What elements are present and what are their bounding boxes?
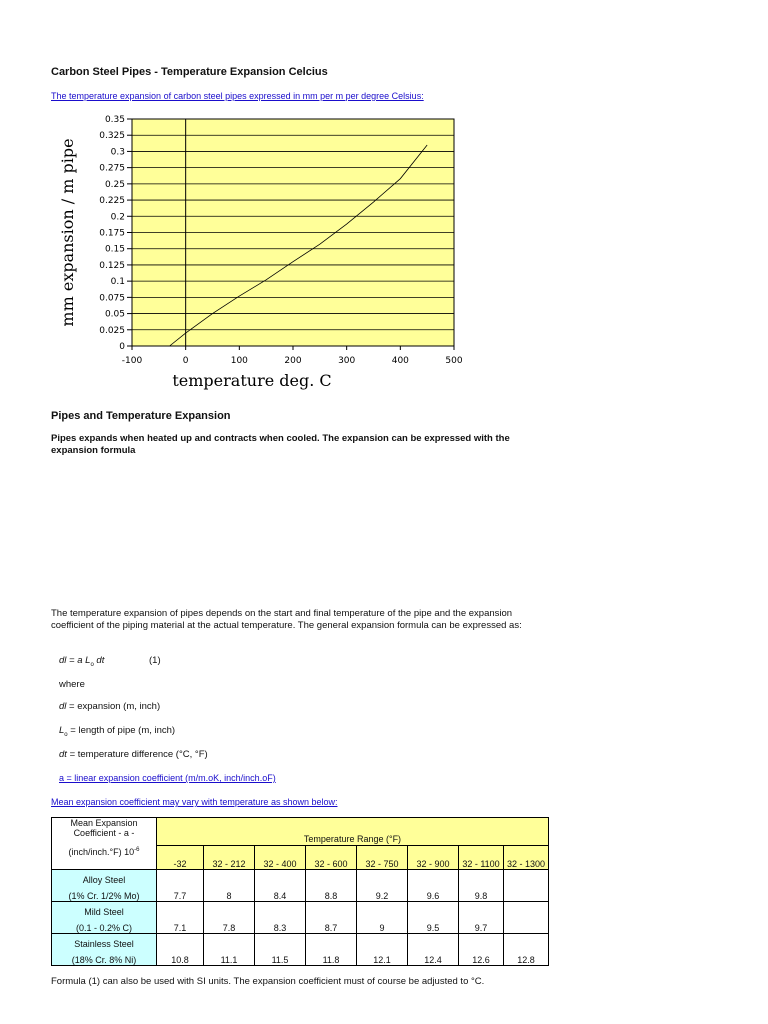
table-row [52, 870, 549, 902]
x-tick-label: 200 [284, 356, 302, 366]
def-dt [59, 749, 208, 760]
coefficient-cell: 9.6 [408, 870, 459, 902]
y-tick-label: 0.275 [99, 163, 125, 174]
material-name-cell [52, 902, 157, 934]
corner-unit: (inch/inch.°F) 10 [68, 847, 135, 857]
corner-line-3 [54, 847, 154, 857]
coefficient-cell: 11.1 [204, 934, 255, 966]
formula [59, 655, 104, 668]
y-tick-label: 0.175 [99, 228, 125, 239]
coefficient-cell: 8.4 [255, 870, 306, 902]
x-tick-label: 400 [391, 356, 409, 366]
def-sub: o [64, 731, 68, 738]
expansion-chart [50, 108, 470, 393]
range-cell: 32 - 400 [255, 846, 306, 870]
range-cell: 32 - 600 [306, 846, 357, 870]
expansion-coefficient-table [51, 817, 549, 966]
intro-link[interactable]: The temperature expansion of carbon steel pipes expressed in mm per m per degree Celsius: [51, 91, 424, 101]
coefficient-cell: 9.2 [357, 870, 408, 902]
formula-sub: o [90, 661, 94, 668]
page-title: Carbon Steel Pipes - Temperature Expansion Celcius [51, 66, 328, 78]
coefficient-cell: 9 [357, 902, 408, 934]
coefficient-cell: 8 [204, 870, 255, 902]
y-tick-label: 0 [119, 342, 125, 352]
x-axis-label: temperature deg. C [172, 371, 332, 390]
corner-exponent: -6 [134, 847, 140, 853]
range-cell: 32 - 1100 [459, 846, 504, 870]
coefficient-cell [504, 870, 549, 902]
range-cell: -32 [157, 846, 204, 870]
y-tick-label: 0.25 [104, 179, 125, 190]
coefficient-cell: 10.8 [157, 934, 204, 966]
def-text: = expansion (m, inch) [66, 701, 161, 712]
coefficient-cell: 11.5 [255, 934, 306, 966]
lead-text: Pipes expands when heated up and contracts when cooled. The expansion can be expressed with the expansion formula [51, 433, 510, 456]
y-tick-label: 0.225 [99, 196, 125, 207]
formula-dt: dt [93, 655, 105, 666]
formula-eq: = a L [66, 655, 91, 666]
y-tick-label: 0.2 [110, 212, 125, 223]
range-cell: 32 - 1300 [504, 846, 549, 870]
def-lo [59, 725, 175, 738]
coefficient-cell: 9.5 [408, 902, 459, 934]
def-dl [59, 701, 160, 712]
x-tick-label: 100 [230, 356, 248, 366]
def-symbol: dl [59, 701, 67, 712]
material-name: Alloy Steel [82, 875, 126, 885]
y-tick-label: 0.025 [99, 325, 125, 336]
coefficient-link[interactable]: a = linear expansion coefficient (m/m.oK, inch/inch.oF) [59, 773, 276, 783]
mean-coefficient-link[interactable]: Mean expansion coefficient may vary with temperature as shown below: [51, 797, 338, 807]
material-name-cell [52, 870, 157, 902]
range-cell: 32 - 900 [408, 846, 459, 870]
y-tick-label: 0.125 [99, 260, 125, 271]
coefficient-cell: 8.3 [255, 902, 306, 934]
corner-line-2: Coefficient - a - [73, 828, 135, 838]
coefficient-cell: 8.8 [306, 870, 357, 902]
material-name-cell [52, 934, 157, 966]
coefficient-cell: 7.8 [204, 902, 255, 934]
x-tick-label: 300 [338, 356, 356, 366]
x-tick-label: -100 [121, 356, 143, 366]
range-cell: 32 - 212 [204, 846, 255, 870]
y-tick-label: 0.35 [104, 115, 125, 125]
range-header: Temperature Range (°F) [157, 818, 549, 846]
def-symbol: L [59, 725, 65, 736]
y-axis-label: mm expansion / m pipe [58, 138, 77, 327]
material-composition: (1% Cr. 1/2% Mo) [68, 891, 140, 901]
table-row [52, 902, 549, 934]
def-symbol: dt [59, 749, 67, 760]
body-text: The temperature expansion of pipes depends on the start and final temperature of the pipe and the expansion coefficient of the piping material at the actual temperature. The general expansion formula can be expressed as: [51, 608, 522, 631]
coefficient-cell: 9.7 [459, 902, 504, 934]
coefficient-cell: 12.8 [504, 934, 549, 966]
coefficient-cell [504, 902, 549, 934]
footer-text: Formula (1) can also be used with SI units. The expansion coefficient must of course be adjusted to °C. [51, 976, 485, 987]
coefficient-cell: 12.6 [459, 934, 504, 966]
range-cell: 32 - 750 [357, 846, 408, 870]
coefficient-cell: 9.8 [459, 870, 504, 902]
formula-dl: dl [59, 655, 67, 666]
formula-number: (1) [149, 655, 161, 666]
y-tick-label: 0.05 [104, 309, 125, 320]
coefficient-cell: 8.7 [306, 902, 357, 934]
where-label: where [59, 679, 85, 690]
corner-line-1: Mean Expansion [70, 818, 138, 828]
y-tick-label: 0.075 [99, 293, 125, 304]
coefficient-cell: 12.1 [357, 934, 408, 966]
material-name: Mild Steel [84, 907, 124, 917]
material-name: Stainless Steel [74, 939, 134, 949]
y-tick-label: 0.1 [110, 277, 125, 288]
x-tick-label: 500 [445, 356, 463, 366]
coefficient-cell: 7.7 [157, 870, 204, 902]
coefficient-cell: 11.8 [306, 934, 357, 966]
y-tick-label: 0.3 [110, 147, 125, 158]
coefficient-cell: 7.1 [157, 902, 204, 934]
table-corner-header [52, 818, 157, 870]
material-composition: (0.1 - 0.2% C) [75, 923, 133, 933]
coefficient-cell: 12.4 [408, 934, 459, 966]
def-text: = length of pipe (m, inch) [67, 725, 176, 736]
table-row [52, 934, 549, 966]
y-tick-label: 0.325 [99, 131, 125, 142]
x-tick-label: 0 [182, 356, 189, 366]
section-title: Pipes and Temperature Expansion [51, 410, 231, 422]
y-tick-label: 0.15 [104, 244, 125, 255]
material-composition: (18% Cr. 8% Ni) [71, 955, 137, 965]
def-text: = temperature difference (°C, °F) [66, 749, 208, 760]
